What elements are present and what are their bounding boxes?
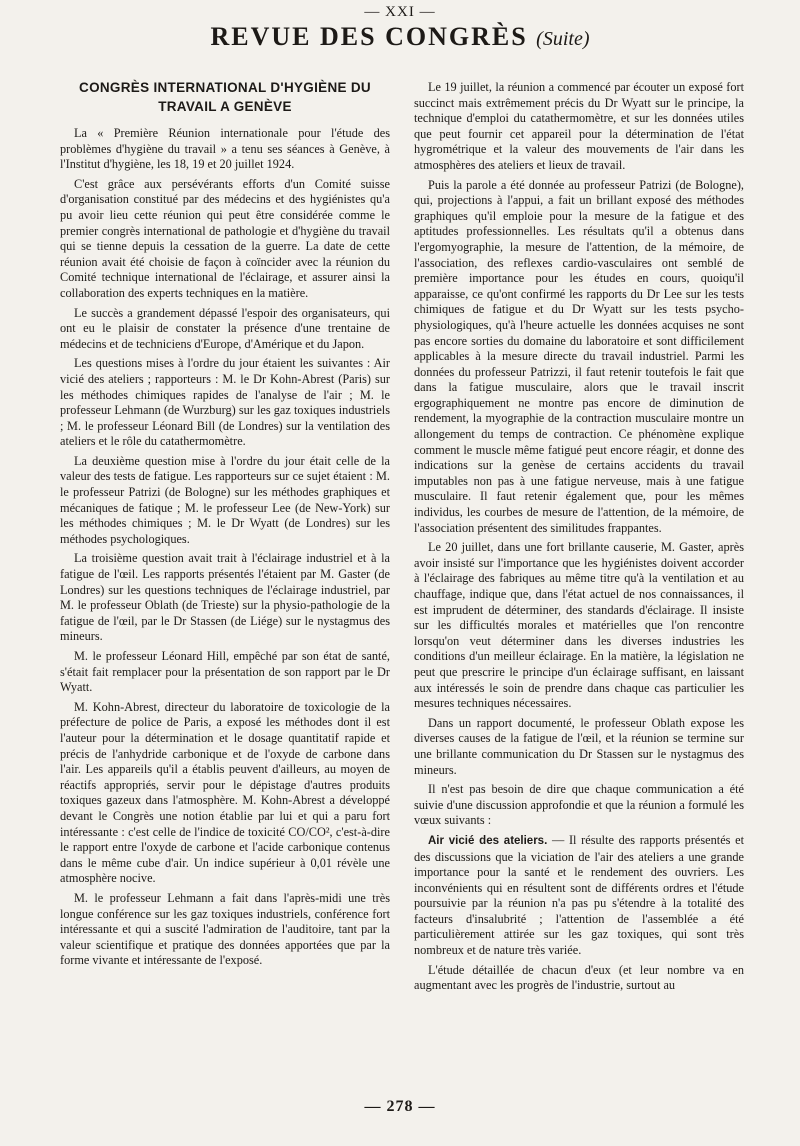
- page-marker: — XXI —: [364, 4, 436, 20]
- paragraph: Les questions mises à l'ordre du jour étaient les suivantes : Air vicié des ateliers ; rapporteurs : M. le Dr Kohn-Abrest (Paris) sur les méthodes chimiques rapides de l'analyse de l'air ; M. le professeur Lehmann (de Wurzburg) sur les gaz toxiques industriels ; M. le professeur Léonard Bill (de Londres) sur la ventilation des ateliers et le rôle du catathermomètre.: [60, 356, 390, 449]
- paragraph: Le 20 juillet, dans une fort brillante causerie, M. Gaster, après avoir insisté sur l'importance que les hygiénistes doivent accorder à l'éclairage des fabriques au même titre qu'à la ventilation et au chauffage, indique que, dans l'état actuel de nos connaissances, il est imprudent de déterminer, des standards d'éclairage. Il insiste sur les difficultés morales et matérielles que l'on rencontre lorsqu'on veut déterminer dans les diverses industries les conditions d'un meilleur éclairage. En la matière, la législation ne peut que prescrire le principe d'un éclairage suffisant, en laissant aux intéressés le soin de prendre dans chaque cas particulier les mesures techniques nécessaires.: [414, 540, 744, 711]
- paragraph: Il n'est pas besoin de dire que chaque communication a été suivie d'une discussion approfondie et que la réunion a formulé les vœux suivants :: [414, 782, 744, 828]
- journal-title: [0, 22, 800, 52]
- runin-text: — Il résulte des rapports présentés et des discussions que la viciation de l'air des ateliers a une grande importance pour la santé et le rendement des ouvriers. Les inconvénients qui en résultent sont de différents ordres et l'étude poursuivie par la réunion n'a pas pu s'étendre à la totalité des facteurs d'insalubrité ; l'attention de l'assemblée a été particulièrement attirée sur les gaz toxiques, qui sont très nombreux et de nature très variée.: [414, 832, 744, 958]
- paragraph: La troisième question avait trait à l'éclairage industriel et à la fatigue de l'œil. Les rapports présentés l'étaient par M. Gaster (de Londres) sur les questions techniques de l'éclairage industriel, par M. le professeur Oblath (de Trieste) sur la physio-pathologie de la fatigue de l'œil, par le Dr Stassen (de Liége) sur le nystagmus des mineurs.: [60, 551, 390, 644]
- last-paragraph: L'étude détaillée de chacun d'eux (et leur nombre va en augmentant avec les progrès de l'industrie, surtout au: [414, 962, 744, 993]
- paragraph: La « Première Réunion internationale pour l'étude des problèmes d'hygiène du travail » a tenu ses séances à Genève, à l'Institut d'hygiène, les 18, 19 et 20 juillet 1924.: [60, 126, 390, 172]
- journal-title-text: REVUE DES CONGRÈS: [210, 22, 528, 51]
- right-column: [414, 80, 744, 998]
- paragraph: C'est grâce aux persévérants efforts d'un Comité suisse d'organisation constitué par des médecins et des hygiénistes qu'a pu avoir lieu cette réunion qui peut être considérée comme le premier congrès international de pathologie et d'hygiène du travail qui se tienne depuis la cessation de la guerre. La date de cette réunion avait été choisie de façon à coïncider avec la réunion du Comité technique international de l'éclairage, et assurer ainsi la collaboration des experts techniques en la matière.: [60, 176, 390, 300]
- paragraph: Le 19 juillet, la réunion a commencé par écouter un exposé fort succinct mais extrêmement précis du Dr Wyatt sur le principe, la technique d'emploi du catathermomètre, et sur les données utiles que peut fournir cet appareil pour la détermination de l'état hygrométrique et la valeur des mouvements de l'air dans les atmosphères des ateliers et lieux de travail.: [414, 80, 744, 172]
- paragraph: M. Kohn-Abrest, directeur du laboratoire de toxicologie de la préfecture de police de Paris, a exposé les méthodes dont il est l'auteur pour la détermination et le dosage quantitatif rapide et précis de l'anhydride carbonique et de l'oxyde de carbone dans l'air. Les appareils qu'il a établis peuvent d'ailleurs, au moyen de réactifs appropriés, servir pour le dépistage d'autres produits toxiques gazeux dans l'atmosphère. M. Kohn-Abrest a développé devant le Congrès une notion établie par lui et qui a paru fort intéressante : c'est celle de l'indice de toxicité CO/CO², c'est-à-dire le rapport entre l'oxyde de carbone et l'acide carbonique contenus dans le même cube d'air. Un indice supérieur à 0,01 révèle une atmosphère nocive.: [60, 699, 390, 886]
- page-number: — 278 —: [364, 1098, 436, 1115]
- paragraph: Puis la parole a été donnée au professeur Patrizi (de Bologne), qui, projections à l'appui, a fait un brillant exposé des méthodes graphiques qu'il emploie pour la mesure de la fatigue et des aptitudes professionnelles. Les résultats qu'il a obtenus dans l'ergomyographie, la mesure de l'attention, de la mémoire, de l'association, des reflexes cardio-vasculaires ont semblé de première importance pour les études en cours, quoiqu'il apparaisse, ce qu'ont confirmé les rapports du Dr Lee sur les tests chimiques de fatigue et du Dr Wyatt sur les tests psycho-physiologiques, qu'à l'heure actuelle les données acquises ne sont pas encore sorties du domaine du laboratoire et sont difficilement applicables à la mesure directe du travail industriel. Parmi les données du professeur Patrizzi, il faut retenir toutefois le fait que dans la fatigue musculaire, alors que le travail inscrit ergographiquement ne montre pas encore de diminution de rendement, la myographie de la contraction musculaire montre un allongement du temps de contraction. Ce phénomène explique comment le muscle même fatigué peut encore réagir, et donne des indications sur la genèse de certains accidents du travail imputables non pas à une fatigue nerveuse, mais à une fatigue musculaire. Il faut retenir également que, pour les mêmes individus, les courbes de mesure de l'attention, de la mémoire, de l'association présentent des similitudes frappantes.: [414, 177, 744, 535]
- left-column: [60, 78, 390, 973]
- runin-paragraph: [414, 833, 744, 959]
- right-paragraphs: [414, 80, 744, 829]
- paragraph: Le succès a grandement dépassé l'espoir des organisateurs, qui ont eu le plaisir de constater la présence d'une trentaine de médecins et de techniciens d'Europe, d'Amérique et du Japon.: [60, 305, 390, 351]
- runin-heading: Air vicié des ateliers.: [428, 834, 548, 847]
- article-title: CONGRÈS INTERNATIONAL D'HYGIÈNE DU TRAVAIL A GENÈVE: [79, 80, 371, 114]
- paragraph: M. le professeur Lehmann a fait dans l'après-midi une très longue conférence sur les gaz toxiques industriels, conférence fort intéressante et qui a suscité l'admiration de l'auditoire, tant par la valeur scientifique et pratique des données apportées que par la forme vivante et intéressante de l'exposé.: [60, 890, 390, 968]
- paragraph: M. le professeur Léonard Hill, empêché par son état de santé, s'était fait remplacer pour la présentation de son rapport par le Dr Wyatt.: [60, 649, 390, 695]
- left-paragraphs: [60, 126, 390, 969]
- paragraph: Dans un rapport documenté, le professeur Oblath expose les diverses causes de la fatigue de l'œil, et la réunion se termine sur une brillante communication du Dr Stassen sur le nystagmus des mineurs.: [414, 715, 744, 777]
- paragraph: La deuxième question mise à l'ordre du jour était celle de la valeur des tests de fatigue. Les rapporteurs sur ce sujet étaient : M. le professeur Patrizi (de Bologne) sur les méthodes graphiques et mécaniques de fatique ; M. le professeur Lee (de New-York) sur les méthodes chimiques ; M. le Dr Wyatt (de Londres) sur les méthodes psychologiques.: [60, 453, 390, 546]
- journal-title-suffix: (Suite): [536, 28, 590, 50]
